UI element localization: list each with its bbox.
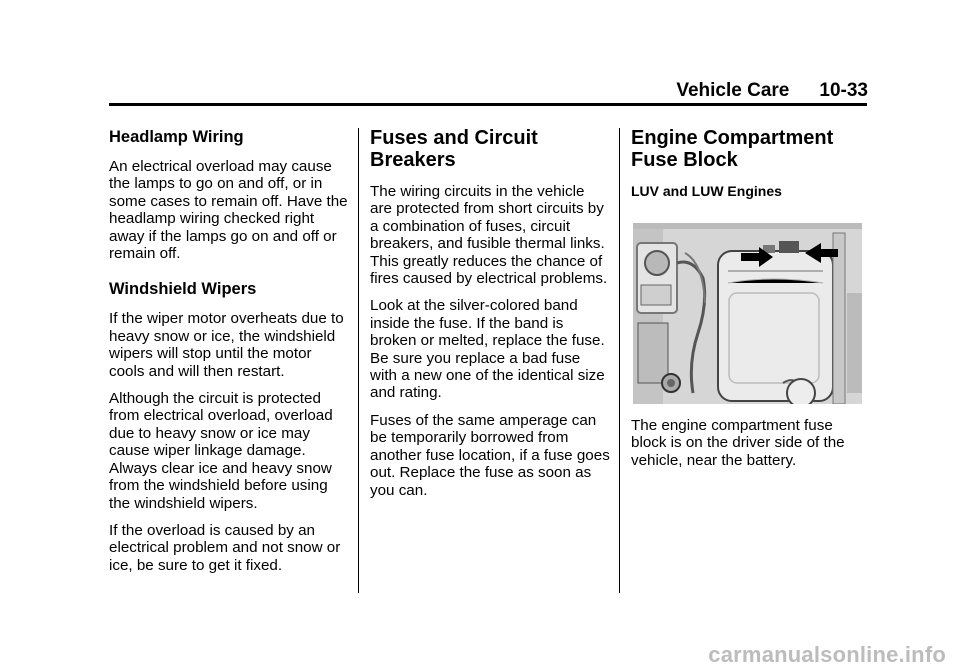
column-divider-1 xyxy=(358,128,359,593)
paragraph-wiper-overload: Although the circuit is protected from electrical overload, overload due to heavy snow or ice may cause wiper linkage damage. Always clear ice and heavy snow from the windshield before using the windshield wipers. xyxy=(109,390,333,512)
heading-fuses-line1: Fuses and Circuit xyxy=(370,127,538,149)
heading-engine-fuse-block xyxy=(631,128,871,171)
heading-engine-line1: Engine Compartment xyxy=(631,127,834,149)
header-rule xyxy=(109,103,867,106)
column-middle xyxy=(370,128,610,509)
page-header xyxy=(676,80,868,102)
watermark: carmanualsonline.info xyxy=(708,642,946,667)
heading-fuses-breakers xyxy=(370,128,610,171)
fuse-block-photo xyxy=(633,223,862,404)
column-divider-2 xyxy=(619,128,620,593)
heading-windshield-wipers: Windshield Wipers xyxy=(109,280,257,299)
paragraph-headlamp: An electrical overload may cause the lamps to go on and off, or in some cases to remain off. Have the headlamp wiring checked right away if the lamps go on and off or remain off. xyxy=(109,158,348,263)
paragraph-wiper-electrical: If the overload is caused by an electrical problem and not snow or ice, be sure to get it fixed. xyxy=(109,521,341,574)
paragraph-wiper-overheat: If the wiper motor overheats due to heavy snow or ice, the windshield wipers will stop until the motor cools and will then restart. xyxy=(109,310,344,380)
column-left xyxy=(109,128,349,584)
paragraph-fuse-block-location: The engine compartment fuse block is on the driver side of the vehicle, near the battery. xyxy=(631,417,845,469)
heading-fuses-line2: Breakers xyxy=(370,148,456,171)
page-number: 10-33 xyxy=(819,80,868,101)
heading-headlamp-wiring: Headlamp Wiring xyxy=(109,128,244,146)
subheading-engines: LUV and LUW Engines xyxy=(631,183,782,199)
paragraph-borrow-fuse: Fuses of the same amperage can be temporarily borrowed from another fuse location, if a fuse goes out. Replace the fuse as soon as you can. xyxy=(370,411,610,499)
paragraph-wiring-circuits: The wiring circuits in the vehicle are protected from short circuits by a combination of fuses, circuit breakers, and fusible thermal links. This greatly reduces the chance of fires caused by electrical problems. xyxy=(370,183,608,288)
paragraph-silver-band: Look at the silver-colored band inside the fuse. If the band is broken or melted, replace the fuse. Be sure you replace a bad fuse with a new one of the identical size and rating. xyxy=(370,297,605,402)
column-right xyxy=(631,128,871,469)
section-title: Vehicle Care xyxy=(676,80,790,101)
heading-engine-line2: Fuse Block xyxy=(631,148,738,171)
